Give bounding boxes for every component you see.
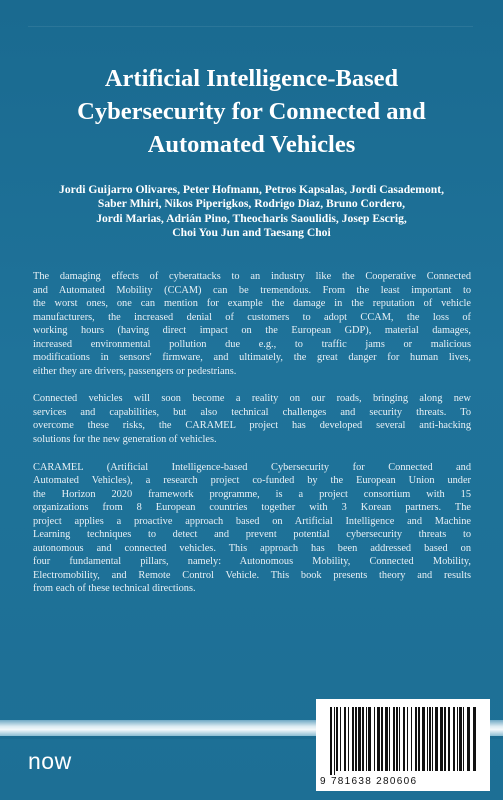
barcode-bar: [467, 707, 470, 771]
blurb-line: Connected vehicles will soon become a reality on our roads, bringing along new: [33, 393, 471, 405]
blurb-line: organizations from 8 European countries together with 3 Korean partners. The: [33, 502, 471, 514]
blurb-line: CARAMEL (Artificial Intelligence-based Cybersecurity for Connected and: [33, 461, 471, 473]
barcode-bar: [393, 707, 395, 771]
blurb-line: autonomous and connected vehicles. This approach has been addressed based on: [33, 542, 471, 554]
blurb-line: project applies a proactive approach based on Artificial Intelligence and Machine: [33, 515, 471, 527]
blurb-line: modifications in sensors' firmware, and ultimately, the great danger for human lives,: [33, 352, 471, 364]
barcode-bar: [334, 707, 335, 775]
barcode-bar: [403, 707, 405, 771]
blurb-paragraph: [33, 270, 471, 378]
title-line: Artificial Intelligence-Based: [104, 65, 399, 92]
barcode-bar: [381, 707, 383, 771]
barcode-bar: [435, 707, 438, 771]
author-line: Choi You Jun and Taesang Choi: [172, 225, 331, 239]
isbn-barcode: [316, 699, 490, 791]
barcode-bar: [399, 707, 400, 771]
blurb-line: the Horizon 2020 framework programme, is a project consortium with 15: [33, 488, 471, 500]
barcode-bar: [429, 707, 431, 771]
blurb-line: overcome these risks, the CARAMEL project has developed several anti-hacking: [33, 420, 471, 432]
barcode-bar: [362, 707, 364, 771]
blurb-line: Automated Vehicles), a research project co-funded by the European Union under: [33, 475, 471, 487]
blurb-line: The damaging effects of cyberattacks to an industry like the Cooperative Connected: [33, 271, 471, 282]
barcode-bar: [385, 707, 388, 771]
blurb-line: working hours (having direct impact on the European GDP), material damages,: [33, 325, 471, 337]
barcode-bar: [374, 707, 375, 771]
barcode-bar: [389, 707, 390, 771]
blurb-paragraph: [33, 461, 471, 596]
barcode-bar: [448, 707, 450, 771]
barcode-bar: [432, 707, 433, 771]
barcode-bar: [418, 707, 420, 771]
blurb-line: from each of these technical directions.: [33, 583, 196, 595]
author-line: Jordi Marias, Adrián Pino, Theocharis Saoulidis, Josep Escrig,: [96, 211, 407, 225]
book-title: [30, 62, 473, 161]
blurb-line: Electromobility, and Remote Control Vehicle. This book presents theory and results: [33, 569, 471, 581]
isbn-number: 9 781638 280606: [320, 776, 418, 787]
barcode-bar: [453, 707, 455, 771]
blurb-line: Learning techniques to detect and prevent potential cybersecurity threats to: [33, 529, 471, 541]
blurb-line: either they are drivers, passengers or pedestrians.: [33, 365, 237, 377]
blurb-line: increased environmental pollution due e.g., to traffic jams or malicious: [33, 338, 471, 350]
publisher-logo: now: [28, 748, 72, 774]
author-list: [40, 183, 463, 240]
barcode-bar: [377, 707, 380, 771]
blurb-line: services and capabilities, but also technical challenges and security threats. To: [33, 406, 471, 418]
barcode-bar: [422, 707, 425, 771]
barcode-bar: [368, 707, 371, 771]
blurb-line: and Automated Mobility (CCAM) can be tremendous. From the least important to: [33, 284, 471, 296]
barcode-bar: [330, 707, 332, 775]
author-line: Jordi Guijarro Olivares, Peter Hofmann, Petros Kapsalas, Jordi Casademont,: [59, 183, 444, 196]
barcode-bar: [358, 707, 361, 771]
barcode-bar: [411, 707, 412, 771]
barcode-bar: [444, 707, 446, 771]
barcode-bar: [415, 707, 417, 771]
barcode-bar: [336, 707, 338, 771]
author-line: Saber Mhiri, Nikos Piperigkos, Rodrigo Diaz, Bruno Cordero,: [97, 197, 406, 211]
blurb-line: solutions for the new generation of vehicles.: [33, 434, 217, 446]
barcode-bar: [407, 707, 408, 771]
barcode-bar: [473, 707, 476, 771]
barcode-bar: [427, 707, 428, 771]
barcode-bar: [344, 707, 346, 771]
barcode-bar: [396, 707, 398, 771]
barcode-bar: [355, 707, 357, 771]
blurb-paragraph: [33, 392, 471, 446]
barcode-bar: [463, 707, 464, 771]
blurb-line: four fundamental pillars, namely: Autonomous Mobility, Connected Mobility,: [33, 556, 471, 568]
barcode-bar: [459, 707, 462, 771]
barcode-bar: [457, 707, 458, 771]
barcode-bar: [348, 707, 349, 771]
blurb: [33, 270, 471, 610]
barcode-bar: [366, 707, 367, 771]
barcode-bar: [340, 707, 341, 771]
title-line: Automated Vehicles: [147, 131, 356, 158]
title-line: Cybersecurity for Connected and: [77, 98, 426, 125]
barcode-bar: [440, 707, 443, 771]
blurb-line: the worst ones, one can mention for example the damage in the reputation of vehicle: [33, 298, 471, 310]
blurb-line: manufacturers, the increased denial of customers to adopt CCAM, the loss of: [33, 311, 471, 323]
barcode-bar: [352, 707, 354, 771]
